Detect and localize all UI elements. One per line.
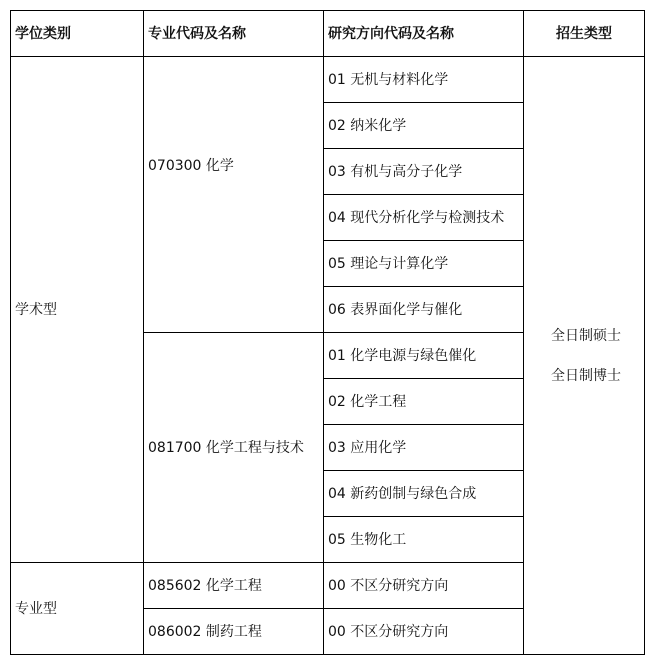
major-cell: [144, 57, 324, 333]
major-name: 070300 化学: [148, 157, 234, 174]
header-row: [11, 11, 645, 57]
enrollment-type-doctoral: 全日制博士: [551, 367, 621, 384]
program-table: [10, 10, 645, 655]
degree-type-academic: 学术型: [11, 57, 144, 563]
direction-cell: 05 理论与计算化学: [324, 241, 524, 287]
direction-cell: 00 不区分研究方向: [324, 609, 524, 655]
direction-cell: 02 纳米化学: [324, 103, 524, 149]
enrollment-type-masters: 全日制硕士: [551, 327, 621, 344]
direction-cell: 04 现代分析化学与检测技术: [324, 195, 524, 241]
direction-cell: 04 新药创制与绿色合成: [324, 471, 524, 517]
header-enrollment-type: 招生类型: [524, 11, 645, 57]
direction-cell: 01 化学电源与绿色催化: [324, 333, 524, 379]
degree-type-professional: 专业型: [11, 563, 144, 655]
direction-cell: 06 表界面化学与催化: [324, 287, 524, 333]
header-degree-type: 学位类别: [11, 11, 144, 57]
direction-cell: 05 生物化工: [324, 517, 524, 563]
major-cell: [144, 333, 324, 563]
direction-cell: 03 有机与高分子化学: [324, 149, 524, 195]
major-name: 081700 化学工程与技术: [148, 439, 304, 456]
direction-cell: 01 无机与材料化学: [324, 57, 524, 103]
table-row: [11, 57, 645, 103]
major-name: 085602 化学工程: [144, 563, 324, 609]
direction-cell: 00 不区分研究方向: [324, 563, 524, 609]
enrollment-type-cell: [524, 57, 645, 655]
header-major: 专业代码及名称: [144, 11, 324, 57]
major-name: 086002 制药工程: [144, 609, 324, 655]
header-direction: 研究方向代码及名称: [324, 11, 524, 57]
direction-cell: 02 化学工程: [324, 379, 524, 425]
direction-cell: 03 应用化学: [324, 425, 524, 471]
